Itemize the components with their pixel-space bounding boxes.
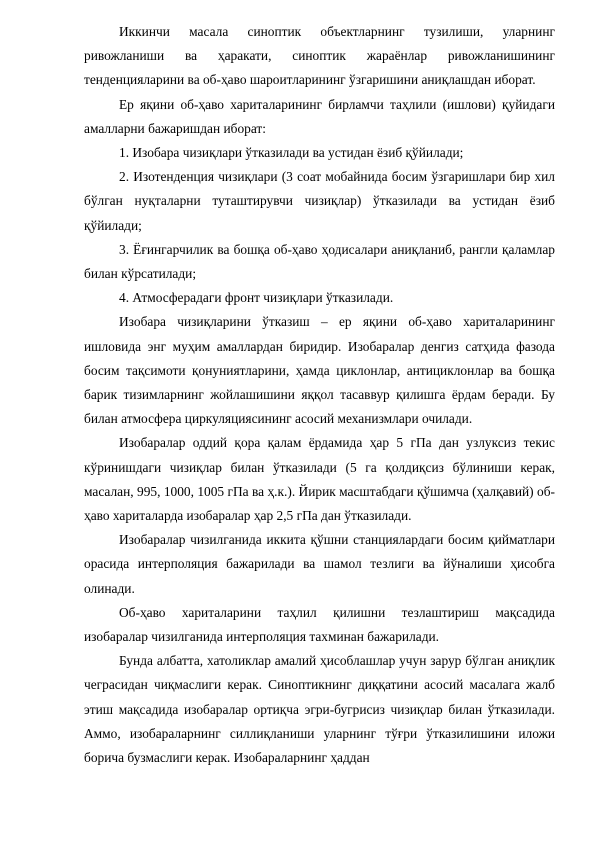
paragraph-analysis-intro: Ер яқини об-ҳаво хариталарининг бирламчи таҳлили (ишлови) қуйидаги амалларни бажаришдан иборат: [84,96,555,136]
list-item-precipitation: 3. Ёғингарчилик ва бошқа об-ҳаво ҳодисалари аниқланиб, рангли қаламлар билан кўрсатилади; [84,241,555,282]
paragraph-interpolation: Изобаралар чизилганида иккита қўшни станциялардаги босим қийматлари орасида интерполяция бажарилади ва шамол тезлиги ва йўналиши ҳисобга олинади. [84,532,555,596]
paragraph-isobar-drawing: Изобаралар оддий қора қалам ёрдамида ҳар 5 гПа дан узлуксиз текис кўринишдаги чизиқлар билан ўтказилади (5 га қолдиқсиз бўлиниши керак, масалан, 995, 1000, 1005 гПа ва ҳ.к.). Йирик масштабдаги қўшимча (ҳалқавий) об-ҳаво хариталарда изобаралар ҳар 2,5 гПа дан ўтказилади. [84,435,555,524]
document-page [84,20,555,770]
paragraph-isobar-importance: Изобара чизиқларини ўтказиш – ер яқини об-ҳаво хариталарининг ишловида энг муҳим амаллардан биридир. Изобаралар денгиз сатҳида фазода босим тақсимоти қонуниятларини, ҳамда циклонлар, антициклонлар ва бошқа барик тизимларнинг жойлашишини яққол тасаввур қилишга ёрдам беради. Бу билан атмосфера циркуляциясининг асосий механизмлари очилади. [84,314,555,427]
paragraph-task-description: Иккинчи масала синоптик объектларнинг тузилиши, уларнинг ривожланиши ва ҳаракати, синоптик жараёнлар ривожланишининг тенденцияларини ва об-ҳаво шароитларининг ўзгаришини аниқлашдан иборат. [84,24,555,88]
paragraph-accuracy: Бунда албатта, хатоликлар амалий ҳисоблашлар учун зарур бўлган аниқлик чеграсидан чиқмаслиги керак. Синоптикнинг диққатини асосий масалага жалб этиш мақсадида изобаралар ортиқча эгри-бугрисиз чизиқлар билан ўтказилади. Аммо, изобараларнинг силлиқланиши уларнинг тўғри ўтказилишини иложи борича бузмаслиги керак. Изобараларнинг ҳаддан [84,653,555,766]
list-item-fronts: 4. Атмосферадаги фронт чизиқлари ўтказилади. [119,290,394,306]
list-item-isobars: 1. Изобара чизиқлари ўтказилади ва устидан ёзиб қўйилади; [119,145,464,161]
paragraph-approximate-interpolation: Об-ҳаво хариталарини таҳлил қилишни тезлаштириш мақсадида изобаралар чизилганида интерполяция тахминан бажарилади. [84,604,555,645]
list-item-isotendencies: 2. Изотенденция чизиқлари (3 соат мобайнида босим ўзгаришлари бир хил бўлган нуқталарни туташтирувчи чизиқлар) ўтказилади ва устидан ёзиб қўйилади; [84,169,555,233]
